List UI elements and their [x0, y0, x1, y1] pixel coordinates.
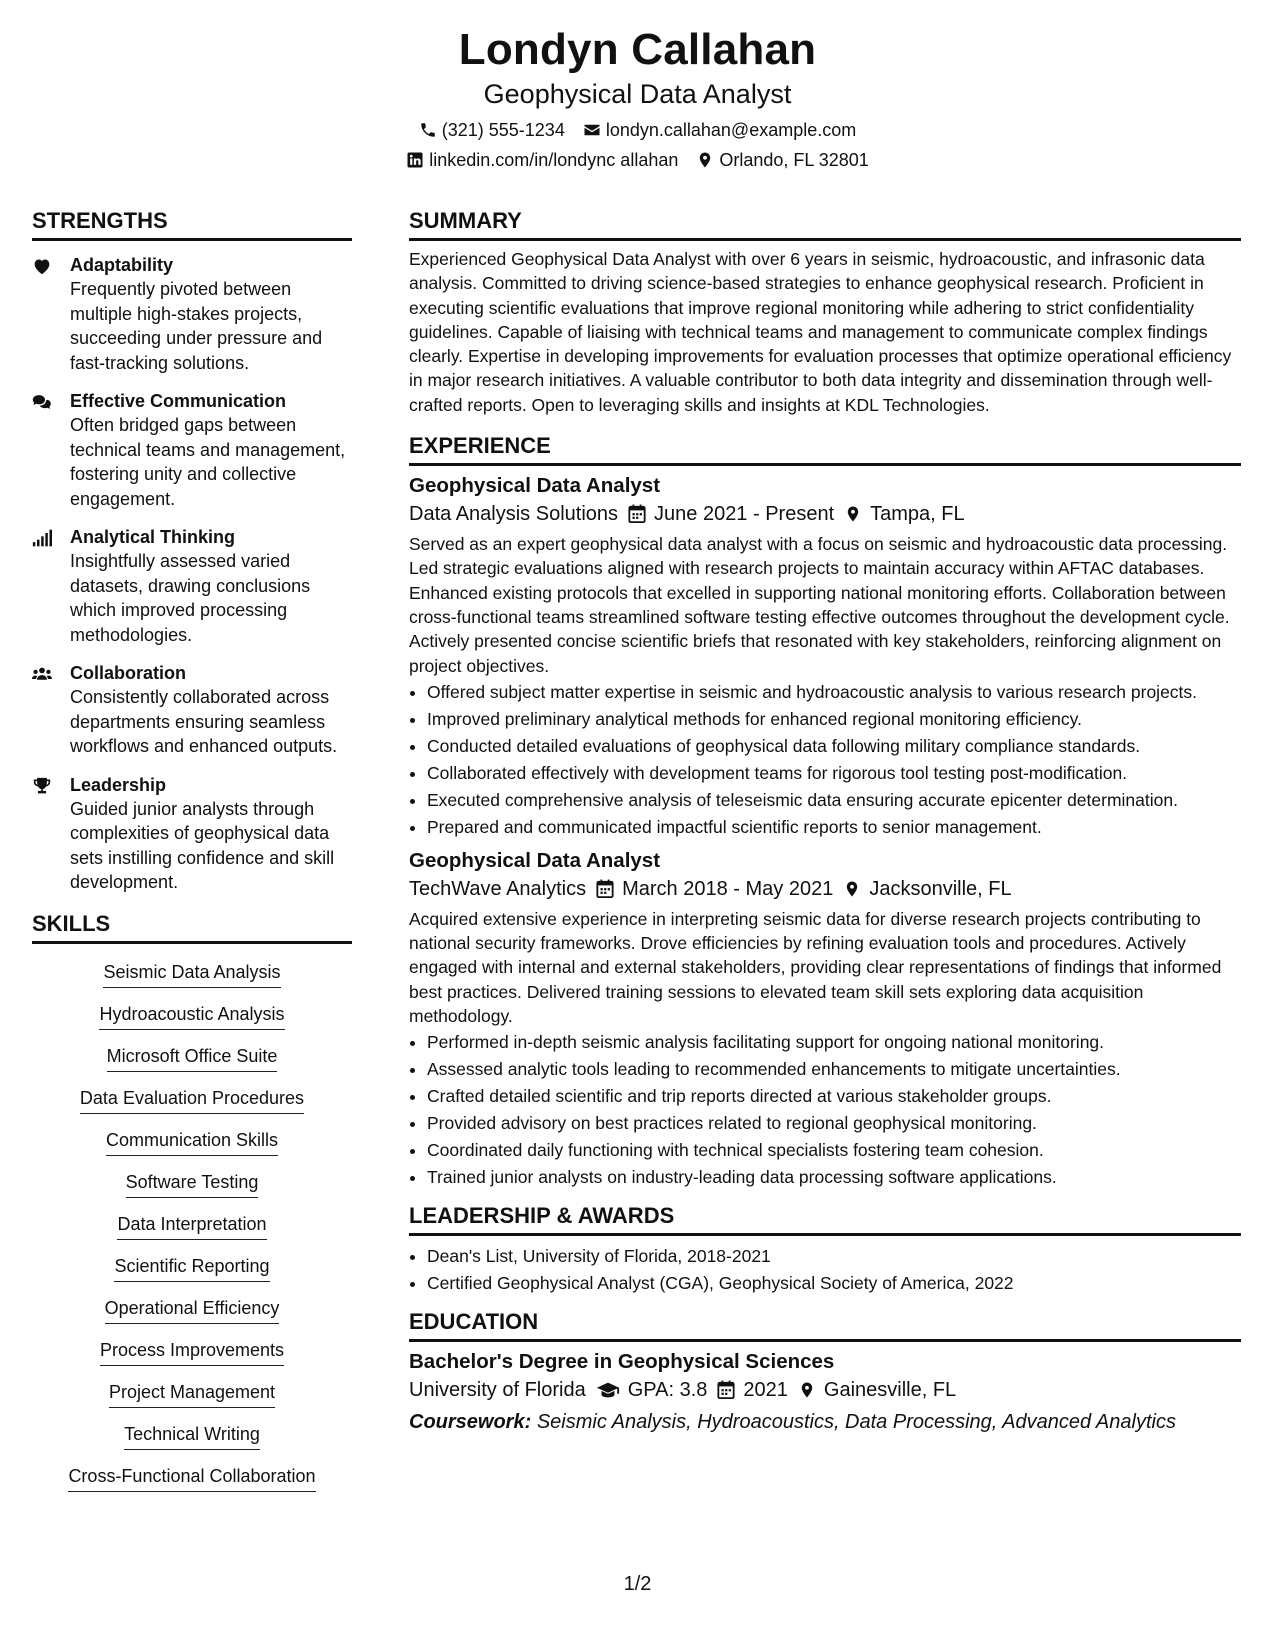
linkedin-text: linkedin.com/in/londync allahan [429, 150, 679, 170]
graduation-year: 2021 [743, 1379, 788, 1402]
strengths-heading: STRENGTHS [32, 206, 352, 241]
strength-desc: Guided junior analysts through complexities of geophysical data sets instilling confidence and skill development. [70, 798, 335, 892]
graduation-cap-icon [596, 1380, 620, 1400]
left-column [32, 206, 352, 1506]
map-pin-icon [843, 879, 861, 899]
strength-desc: Consistently collaborated across departments ensuring seamless workflows and enhanced outputs. [70, 687, 338, 756]
phone-contact[interactable] [419, 118, 565, 142]
list-item: • Executed comprehensive analysis of teleseismic data ensuring accurate epicenter determination. [427, 788, 1241, 812]
strength-title: Leadership [70, 774, 167, 795]
envelope-icon [583, 121, 601, 139]
candidate-name: Londyn Callahan [458, 25, 817, 74]
heart-icon [32, 253, 70, 375]
contact-row-1 [0, 118, 1275, 142]
list-item: • Improved preliminary analytical methods for enhanced regional monitoring efficiency. [427, 707, 1241, 731]
strength-desc: Frequently pivoted between multiple high-stakes projects, succeeding under pressure and fast-tracking solutions. [70, 279, 323, 373]
experience-heading: EXPERIENCE [409, 431, 1241, 466]
job-dates: June 2021 - Present [654, 503, 835, 526]
list-item: • Trained junior analysts on industry-leading data processing software applications. [427, 1165, 1241, 1189]
job-meta [409, 875, 1241, 903]
location-contact [696, 148, 868, 172]
calendar-icon [596, 879, 614, 899]
list-item: • Coordinated daily functioning with technical specialists fostering team cohesion. [427, 1138, 1241, 1162]
skill-item: Cross-Functional Collaboration [68, 1464, 315, 1492]
strength-item [32, 253, 352, 375]
email-contact[interactable] [583, 118, 856, 142]
list-item: • Offered subject matter expertise in seismic and hydroacoustic analysis to various research projects. [427, 680, 1241, 704]
job-location: Tampa, FL [870, 503, 965, 526]
linkedin-contact[interactable] [406, 148, 678, 172]
strength-item [32, 773, 352, 895]
skill-item: Process Improvements [100, 1338, 284, 1366]
map-pin-icon [798, 1380, 816, 1400]
email-text: londyn.callahan@example.com [605, 120, 857, 140]
page-number: 1/2 [623, 1573, 652, 1595]
strength-title: Analytical Thinking [70, 527, 236, 547]
job-description: Served as an expert geophysical data analyst with a focus on seismic and hydroacoustic data processing. Led strategic evaluations aligned with research projects to maintain accuracy within AFTAC databases. Enhanced existing protocols that excelled in supporting national monitoring efforts. Collaboration between cross-functional teams streamlined software testing effective outcomes throughout the development cycle. Actively presented concise scientific briefs that resonated with key stakeholders, reinforcing alignment on project objectives. [409, 534, 1230, 676]
phone-text: (321) 555-1234 [441, 120, 565, 140]
location-text: Orlando, FL 32801 [719, 150, 869, 170]
list-item: • Provided advisory on best practices related to regional geophysical monitoring. [427, 1111, 1241, 1135]
job-bullets [409, 680, 1241, 839]
company-name: Data Analysis Solutions [409, 503, 619, 526]
list-item: • Assessed analytic tools leading to recommended enhancements to mitigate uncertainties. [427, 1057, 1241, 1081]
job-location: Jacksonville, FL [869, 877, 1012, 900]
skill-item: Data Evaluation Procedures [80, 1086, 304, 1114]
job-entry [409, 847, 1241, 1189]
list-item: • Performed in-depth seismic analysis facilitating support for ongoing national monitoring. [427, 1030, 1241, 1054]
list-item: • Certified Geophysical Analyst (CGA), Geophysical Society of America, 2022 [427, 1271, 1241, 1295]
strength-title: Effective Communication [70, 391, 287, 411]
skill-item: Project Management [109, 1380, 275, 1408]
list-item: • Prepared and communicated impactful scientific reports to senior management. [427, 815, 1241, 839]
degree-title: Bachelor's Degree in Geophysical Sciences [409, 1350, 835, 1374]
linkedin-icon [406, 151, 424, 169]
users-icon [32, 661, 70, 759]
school-name: University of Florida [409, 1379, 586, 1402]
calendar-icon [628, 504, 646, 524]
job-description: Acquired extensive experience in interpreting seismic data for diverse research projects contributing to national security frameworks. Drove efficiencies by refining evaluation tools and procedures. Actively engaged with internal and external stakeholders, providing clear representations of findings that informed best practices. Delivered training sessions to elevated team skill sets exploring data acquisition methodology. [409, 908, 1222, 1027]
job-dates: March 2018 - May 2021 [622, 877, 834, 900]
signal-bars-icon [32, 525, 70, 647]
candidate-role: Geophysical Data Analyst [483, 79, 792, 109]
education-meta [409, 1376, 1241, 1404]
strength-item [32, 525, 352, 647]
coursework-line [409, 1408, 1241, 1436]
job-entry [409, 472, 1241, 839]
awards-list [409, 1244, 1241, 1295]
strength-desc: Often bridged gaps between technical teams and management, fostering unity and collective engagement. [70, 415, 346, 509]
job-bullets [409, 1030, 1241, 1189]
resume-header [0, 0, 1275, 172]
map-pin-icon [696, 151, 714, 169]
education-heading: EDUCATION [409, 1307, 1241, 1342]
list-item: • Dean's List, University of Florida, 2018-2021 [427, 1244, 1241, 1268]
gpa-text: GPA: 3.8 [627, 1379, 708, 1402]
job-title: Geophysical Data Analyst [409, 474, 661, 498]
chat-icon [32, 389, 70, 511]
list-item: • Collaborated effectively with development teams for rigorous tool testing post-modification. [427, 761, 1241, 785]
calendar-icon [717, 1380, 735, 1400]
skills-heading: SKILLS [32, 909, 352, 944]
skill-item: Seismic Data Analysis [103, 960, 280, 988]
strength-title: Adaptability [70, 255, 174, 275]
company-name: TechWave Analytics [409, 877, 587, 900]
list-item: • Conducted detailed evaluations of geophysical data following military compliance standards. [427, 734, 1241, 758]
skill-item: Microsoft Office Suite [107, 1044, 278, 1072]
job-title: Geophysical Data Analyst [409, 848, 661, 872]
strength-title: Collaboration [70, 663, 186, 683]
phone-icon [419, 121, 437, 139]
right-column [409, 206, 1241, 1436]
awards-heading: LEADERSHIP & AWARDS [409, 1201, 1241, 1236]
skill-item: Communication Skills [106, 1128, 278, 1156]
education-location: Gainesville, FL [823, 1379, 957, 1402]
strength-item [32, 661, 352, 759]
job-meta [409, 500, 1241, 528]
skills-list [32, 960, 352, 1506]
skill-item: Hydroacoustic Analysis [99, 1002, 284, 1030]
list-item: • Crafted detailed scientific and trip reports directed at various stakeholder groups. [427, 1084, 1241, 1108]
skill-item: Data Interpretation [117, 1212, 266, 1240]
skill-item: Scientific Reporting [114, 1254, 269, 1282]
contact-row-2 [0, 148, 1275, 172]
coursework-label: Coursework: [409, 1411, 532, 1434]
skill-item: Technical Writing [124, 1422, 260, 1450]
strength-desc: Insightfully assessed varied datasets, drawing conclusions which improved processing methodologies. [70, 551, 311, 645]
summary-text: Experienced Geophysical Data Analyst with over 6 years in seismic, hydroacoustic, and infrasonic data analysis. Committed to driving science-based strategies to enhance geophysical research. Proficient in executing scientific evaluations that improve regional monitoring while adhering to strict confidentiality guidelines. Capable of liaising with technical teams and management to communicate complex findings clearly. Expertise in developing improvements for evaluation processes that optimize operational efficiency in major research initiatives. A valuable contributor to both data integrity and dissemination through well-crafted reports. Open to leveraging skills and insights at KDL Technologies. [409, 249, 1232, 415]
summary-heading: SUMMARY [409, 206, 1241, 241]
skill-item: Software Testing [126, 1170, 259, 1198]
strength-item [32, 389, 352, 511]
skill-item: Operational Efficiency [105, 1296, 280, 1324]
map-pin-icon [844, 504, 862, 524]
trophy-icon [32, 773, 70, 895]
coursework-text: Seismic Analysis, Hydroacoustics, Data Processing, Advanced Analytics [536, 1411, 1176, 1434]
